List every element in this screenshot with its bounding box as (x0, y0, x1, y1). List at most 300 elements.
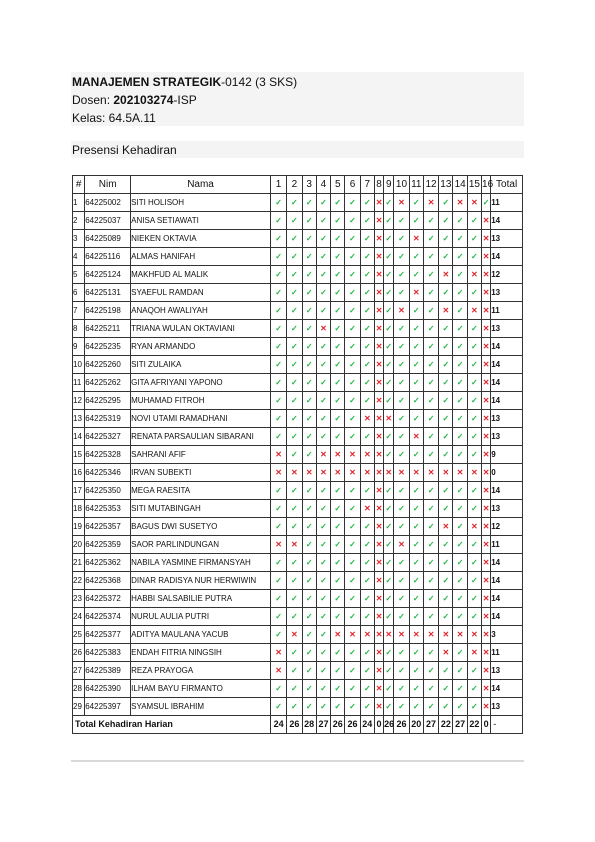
present-check-icon: ✓ (384, 680, 394, 698)
row-number: 29 (73, 698, 85, 716)
student-nim: 64225377 (85, 626, 131, 644)
student-total: 14 (491, 392, 523, 410)
absent-cross-icon: ✕ (394, 536, 409, 554)
present-check-icon: ✓ (331, 644, 345, 662)
present-check-icon: ✓ (439, 194, 453, 212)
absent-cross-icon: ✕ (345, 446, 360, 464)
student-name: SYAEFUL RAMDAN (131, 284, 271, 302)
present-check-icon: ✓ (467, 608, 481, 626)
present-check-icon: ✓ (394, 554, 409, 572)
row-number: 8 (73, 320, 85, 338)
present-check-icon: ✓ (331, 554, 345, 572)
present-check-icon: ✓ (439, 608, 453, 626)
absent-cross-icon: ✕ (439, 302, 453, 320)
absent-cross-icon: ✕ (482, 500, 491, 518)
present-check-icon: ✓ (331, 392, 345, 410)
present-check-icon: ✓ (384, 644, 394, 662)
absent-cross-icon: ✕ (453, 194, 467, 212)
present-check-icon: ✓ (270, 572, 286, 590)
present-check-icon: ✓ (270, 248, 286, 266)
present-check-icon: ✓ (394, 248, 409, 266)
present-check-icon: ✓ (453, 482, 467, 500)
col-header-meeting-6: 6 (345, 176, 360, 194)
present-check-icon: ✓ (423, 554, 438, 572)
present-check-icon: ✓ (423, 230, 438, 248)
present-check-icon: ✓ (467, 698, 481, 716)
present-check-icon: ✓ (316, 482, 330, 500)
present-check-icon: ✓ (467, 410, 481, 428)
present-check-icon: ✓ (482, 194, 491, 212)
col-header-meeting-8: 8 (374, 176, 383, 194)
present-check-icon: ✓ (384, 194, 394, 212)
present-check-icon: ✓ (423, 518, 438, 536)
absent-cross-icon: ✕ (482, 410, 491, 428)
present-check-icon: ✓ (270, 194, 286, 212)
present-check-icon: ✓ (384, 212, 394, 230)
absent-cross-icon: ✕ (482, 554, 491, 572)
present-check-icon: ✓ (270, 302, 286, 320)
row-number: 28 (73, 680, 85, 698)
present-check-icon: ✓ (384, 536, 394, 554)
present-check-icon: ✓ (345, 698, 360, 716)
row-number: 7 (73, 302, 85, 320)
daily-total-value: 26 (287, 716, 302, 734)
present-check-icon: ✓ (331, 680, 345, 698)
present-check-icon: ✓ (331, 356, 345, 374)
present-check-icon: ✓ (302, 572, 316, 590)
present-check-icon: ✓ (345, 518, 360, 536)
present-check-icon: ✓ (394, 266, 409, 284)
present-check-icon: ✓ (331, 572, 345, 590)
present-check-icon: ✓ (287, 698, 302, 716)
absent-cross-icon: ✕ (374, 662, 383, 680)
present-check-icon: ✓ (270, 284, 286, 302)
present-check-icon: ✓ (331, 212, 345, 230)
row-number: 3 (73, 230, 85, 248)
absent-cross-icon: ✕ (302, 464, 316, 482)
present-check-icon: ✓ (384, 248, 394, 266)
present-check-icon: ✓ (316, 212, 330, 230)
present-check-icon: ✓ (316, 428, 330, 446)
table-row (73, 248, 523, 266)
row-number: 23 (73, 590, 85, 608)
present-check-icon: ✓ (345, 536, 360, 554)
present-check-icon: ✓ (360, 662, 374, 680)
present-check-icon: ✓ (384, 320, 394, 338)
present-check-icon: ✓ (302, 410, 316, 428)
absent-cross-icon: ✕ (467, 266, 481, 284)
absent-cross-icon: ✕ (287, 536, 302, 554)
present-check-icon: ✓ (345, 266, 360, 284)
present-check-icon: ✓ (331, 320, 345, 338)
present-check-icon: ✓ (394, 284, 409, 302)
attendance-table-body (73, 194, 523, 716)
col-header-total: Total (491, 176, 523, 194)
table-row (73, 572, 523, 590)
present-check-icon: ✓ (316, 626, 330, 644)
present-check-icon: ✓ (423, 446, 438, 464)
present-check-icon: ✓ (287, 212, 302, 230)
col-header-meeting-9: 9 (384, 176, 394, 194)
present-check-icon: ✓ (287, 644, 302, 662)
absent-cross-icon: ✕ (439, 518, 453, 536)
student-nim: 64225350 (85, 482, 131, 500)
present-check-icon: ✓ (331, 410, 345, 428)
present-check-icon: ✓ (270, 698, 286, 716)
present-check-icon: ✓ (423, 644, 438, 662)
present-check-icon: ✓ (453, 266, 467, 284)
absent-cross-icon: ✕ (331, 446, 345, 464)
table-row (73, 554, 523, 572)
student-nim: 64225124 (85, 266, 131, 284)
present-check-icon: ✓ (302, 194, 316, 212)
student-total: 14 (491, 356, 523, 374)
lecturer-suffix: -ISP (173, 93, 197, 107)
section-header (71, 141, 524, 158)
present-check-icon: ✓ (384, 518, 394, 536)
col-header-nim: Nim (85, 176, 131, 194)
present-check-icon: ✓ (316, 248, 330, 266)
absent-cross-icon: ✕ (374, 230, 383, 248)
student-nim: 64225368 (85, 572, 131, 590)
present-check-icon: ✓ (409, 590, 423, 608)
course-title (72, 75, 297, 89)
present-check-icon: ✓ (453, 572, 467, 590)
present-check-icon: ✓ (270, 212, 286, 230)
present-check-icon: ✓ (384, 266, 394, 284)
lecturer-label: Dosen: (72, 93, 114, 107)
student-total: 14 (491, 554, 523, 572)
row-number: 26 (73, 644, 85, 662)
student-total: 11 (491, 536, 523, 554)
present-check-icon: ✓ (331, 500, 345, 518)
student-name: SAOR PARLINDUNGAN (131, 536, 271, 554)
present-check-icon: ✓ (467, 590, 481, 608)
absent-cross-icon: ✕ (482, 356, 491, 374)
table-row (73, 482, 523, 500)
student-nim: 64225397 (85, 698, 131, 716)
present-check-icon: ✓ (409, 194, 423, 212)
student-total: 12 (491, 518, 523, 536)
student-total: 14 (491, 680, 523, 698)
absent-cross-icon: ✕ (316, 320, 330, 338)
present-check-icon: ✓ (439, 446, 453, 464)
daily-total-label: Total Kehadiran Harian (73, 716, 271, 734)
present-check-icon: ✓ (409, 356, 423, 374)
absent-cross-icon: ✕ (423, 194, 438, 212)
present-check-icon: ✓ (316, 410, 330, 428)
present-check-icon: ✓ (409, 608, 423, 626)
present-check-icon: ✓ (394, 680, 409, 698)
present-check-icon: ✓ (467, 338, 481, 356)
absent-cross-icon: ✕ (384, 464, 394, 482)
present-check-icon: ✓ (384, 482, 394, 500)
present-check-icon: ✓ (467, 680, 481, 698)
student-total: 14 (491, 608, 523, 626)
absent-cross-icon: ✕ (482, 536, 491, 554)
present-check-icon: ✓ (423, 536, 438, 554)
absent-cross-icon: ✕ (467, 194, 481, 212)
present-check-icon: ✓ (409, 644, 423, 662)
present-check-icon: ✓ (409, 374, 423, 392)
present-check-icon: ✓ (423, 338, 438, 356)
student-total: 9 (491, 446, 523, 464)
absent-cross-icon: ✕ (482, 392, 491, 410)
absent-cross-icon: ✕ (374, 356, 383, 374)
absent-cross-icon: ✕ (374, 680, 383, 698)
absent-cross-icon: ✕ (482, 482, 491, 500)
present-check-icon: ✓ (423, 248, 438, 266)
student-name: SAHRANI AFIF (131, 446, 271, 464)
present-check-icon: ✓ (394, 392, 409, 410)
absent-cross-icon: ✕ (409, 230, 423, 248)
present-check-icon: ✓ (316, 338, 330, 356)
present-check-icon: ✓ (345, 410, 360, 428)
present-check-icon: ✓ (331, 194, 345, 212)
present-check-icon: ✓ (423, 266, 438, 284)
present-check-icon: ✓ (409, 248, 423, 266)
present-check-icon: ✓ (345, 230, 360, 248)
present-check-icon: ✓ (467, 374, 481, 392)
table-row (73, 302, 523, 320)
present-check-icon: ✓ (453, 230, 467, 248)
present-check-icon: ✓ (316, 572, 330, 590)
col-header-meeting-3: 3 (302, 176, 316, 194)
student-nim: 64225357 (85, 518, 131, 536)
present-check-icon: ✓ (360, 248, 374, 266)
table-row (73, 536, 523, 554)
absent-cross-icon: ✕ (287, 464, 302, 482)
present-check-icon: ✓ (302, 518, 316, 536)
absent-cross-icon: ✕ (482, 248, 491, 266)
absent-cross-icon: ✕ (482, 428, 491, 446)
student-nim: 64225131 (85, 284, 131, 302)
present-check-icon: ✓ (287, 662, 302, 680)
student-name: BAGUS DWI SUSETYO (131, 518, 271, 536)
col-header-meeting-12: 12 (423, 176, 438, 194)
student-total: 13 (491, 410, 523, 428)
present-check-icon: ✓ (394, 338, 409, 356)
absent-cross-icon: ✕ (482, 572, 491, 590)
present-check-icon: ✓ (345, 680, 360, 698)
table-row (73, 662, 523, 680)
student-name: SITI MUTABINGAH (131, 500, 271, 518)
absent-cross-icon: ✕ (409, 284, 423, 302)
present-check-icon: ✓ (453, 428, 467, 446)
absent-cross-icon: ✕ (374, 338, 383, 356)
present-check-icon: ✓ (409, 338, 423, 356)
absent-cross-icon: ✕ (409, 464, 423, 482)
present-check-icon: ✓ (316, 680, 330, 698)
footer-divider (71, 760, 524, 762)
col-header-meeting-15: 15 (467, 176, 481, 194)
absent-cross-icon: ✕ (482, 266, 491, 284)
present-check-icon: ✓ (360, 302, 374, 320)
student-total: 14 (491, 572, 523, 590)
absent-cross-icon: ✕ (374, 482, 383, 500)
student-nim: 64225346 (85, 464, 131, 482)
row-number: 2 (73, 212, 85, 230)
present-check-icon: ✓ (423, 374, 438, 392)
present-check-icon: ✓ (287, 284, 302, 302)
present-check-icon: ✓ (423, 680, 438, 698)
row-number: 19 (73, 518, 85, 536)
present-check-icon: ✓ (394, 356, 409, 374)
lecturer-line (72, 93, 197, 107)
student-nim: 64225089 (85, 230, 131, 248)
present-check-icon: ✓ (394, 428, 409, 446)
absent-cross-icon: ✕ (374, 572, 383, 590)
row-number: 4 (73, 248, 85, 266)
student-total: 13 (491, 698, 523, 716)
present-check-icon: ✓ (345, 590, 360, 608)
present-check-icon: ✓ (287, 428, 302, 446)
present-check-icon: ✓ (270, 608, 286, 626)
present-check-icon: ✓ (394, 482, 409, 500)
student-nim: 64225389 (85, 662, 131, 680)
absent-cross-icon: ✕ (467, 626, 481, 644)
present-check-icon: ✓ (316, 302, 330, 320)
absent-cross-icon: ✕ (331, 626, 345, 644)
present-check-icon: ✓ (331, 374, 345, 392)
student-total: 14 (491, 482, 523, 500)
student-nim: 64225198 (85, 302, 131, 320)
present-check-icon: ✓ (360, 698, 374, 716)
class-line: Kelas: 64.5A.11 (72, 111, 156, 125)
absent-cross-icon: ✕ (374, 626, 383, 644)
table-row (73, 680, 523, 698)
student-name: SYAMSUL IBRAHIM (131, 698, 271, 716)
present-check-icon: ✓ (316, 194, 330, 212)
table-row (73, 320, 523, 338)
present-check-icon: ✓ (316, 644, 330, 662)
present-check-icon: ✓ (467, 446, 481, 464)
student-nim: 64225260 (85, 356, 131, 374)
present-check-icon: ✓ (394, 230, 409, 248)
row-number: 11 (73, 374, 85, 392)
present-check-icon: ✓ (439, 392, 453, 410)
present-check-icon: ✓ (287, 410, 302, 428)
present-check-icon: ✓ (423, 428, 438, 446)
present-check-icon: ✓ (360, 644, 374, 662)
present-check-icon: ✓ (302, 428, 316, 446)
present-check-icon: ✓ (316, 698, 330, 716)
daily-total-value: 24 (270, 716, 286, 734)
absent-cross-icon: ✕ (360, 446, 374, 464)
present-check-icon: ✓ (453, 554, 467, 572)
table-row (73, 518, 523, 536)
absent-cross-icon: ✕ (394, 626, 409, 644)
absent-cross-icon: ✕ (374, 374, 383, 392)
present-check-icon: ✓ (287, 374, 302, 392)
daily-total-row (73, 716, 523, 734)
present-check-icon: ✓ (345, 338, 360, 356)
col-header-no: # (73, 176, 85, 194)
present-check-icon: ✓ (439, 410, 453, 428)
absent-cross-icon: ✕ (374, 428, 383, 446)
absent-cross-icon: ✕ (482, 374, 491, 392)
present-check-icon: ✓ (360, 518, 374, 536)
present-check-icon: ✓ (453, 212, 467, 230)
present-check-icon: ✓ (467, 284, 481, 302)
absent-cross-icon: ✕ (439, 464, 453, 482)
absent-cross-icon: ✕ (374, 500, 383, 518)
absent-cross-icon: ✕ (467, 464, 481, 482)
student-name: REZA PRAYOGA (131, 662, 271, 680)
table-row (73, 410, 523, 428)
student-nim: 64225372 (85, 590, 131, 608)
present-check-icon: ✓ (409, 680, 423, 698)
student-name: RENATA PARSAULIAN SIBARANI (131, 428, 271, 446)
present-check-icon: ✓ (384, 338, 394, 356)
present-check-icon: ✓ (360, 554, 374, 572)
present-check-icon: ✓ (287, 320, 302, 338)
present-check-icon: ✓ (394, 572, 409, 590)
present-check-icon: ✓ (439, 284, 453, 302)
present-check-icon: ✓ (331, 536, 345, 554)
present-check-icon: ✓ (384, 608, 394, 626)
present-check-icon: ✓ (453, 698, 467, 716)
student-name: ANAQOH AWALIYAH (131, 302, 271, 320)
present-check-icon: ✓ (439, 482, 453, 500)
daily-total-value: 26 (331, 716, 345, 734)
present-check-icon: ✓ (453, 680, 467, 698)
absent-cross-icon: ✕ (360, 500, 374, 518)
absent-cross-icon: ✕ (482, 446, 491, 464)
present-check-icon: ✓ (302, 554, 316, 572)
present-check-icon: ✓ (345, 572, 360, 590)
present-check-icon: ✓ (384, 356, 394, 374)
present-check-icon: ✓ (439, 536, 453, 554)
present-check-icon: ✓ (316, 608, 330, 626)
col-header-meeting-11: 11 (409, 176, 423, 194)
daily-total-value: 26 (345, 716, 360, 734)
present-check-icon: ✓ (453, 338, 467, 356)
col-header-meeting-4: 4 (316, 176, 330, 194)
daily-total-value: 20 (409, 716, 423, 734)
absent-cross-icon: ✕ (482, 644, 491, 662)
present-check-icon: ✓ (287, 482, 302, 500)
present-check-icon: ✓ (423, 212, 438, 230)
row-number: 6 (73, 284, 85, 302)
student-name: SITI HOLISOH (131, 194, 271, 212)
table-row (73, 266, 523, 284)
present-check-icon: ✓ (331, 428, 345, 446)
absent-cross-icon: ✕ (482, 680, 491, 698)
present-check-icon: ✓ (384, 554, 394, 572)
present-check-icon: ✓ (270, 590, 286, 608)
present-check-icon: ✓ (302, 392, 316, 410)
student-name: TRIANA WULAN OKTAVIANI (131, 320, 271, 338)
student-name: MAKHFUD AL MALIK (131, 266, 271, 284)
student-total: 14 (491, 374, 523, 392)
present-check-icon: ✓ (360, 482, 374, 500)
present-check-icon: ✓ (453, 392, 467, 410)
present-check-icon: ✓ (345, 248, 360, 266)
present-check-icon: ✓ (345, 428, 360, 446)
present-check-icon: ✓ (287, 554, 302, 572)
absent-cross-icon: ✕ (423, 626, 438, 644)
absent-cross-icon: ✕ (374, 698, 383, 716)
table-header-row (73, 176, 523, 194)
row-number: 10 (73, 356, 85, 374)
student-total: 14 (491, 590, 523, 608)
row-number: 25 (73, 626, 85, 644)
absent-cross-icon: ✕ (482, 284, 491, 302)
present-check-icon: ✓ (409, 446, 423, 464)
student-name: ANISA SETIAWATI (131, 212, 271, 230)
present-check-icon: ✓ (331, 338, 345, 356)
